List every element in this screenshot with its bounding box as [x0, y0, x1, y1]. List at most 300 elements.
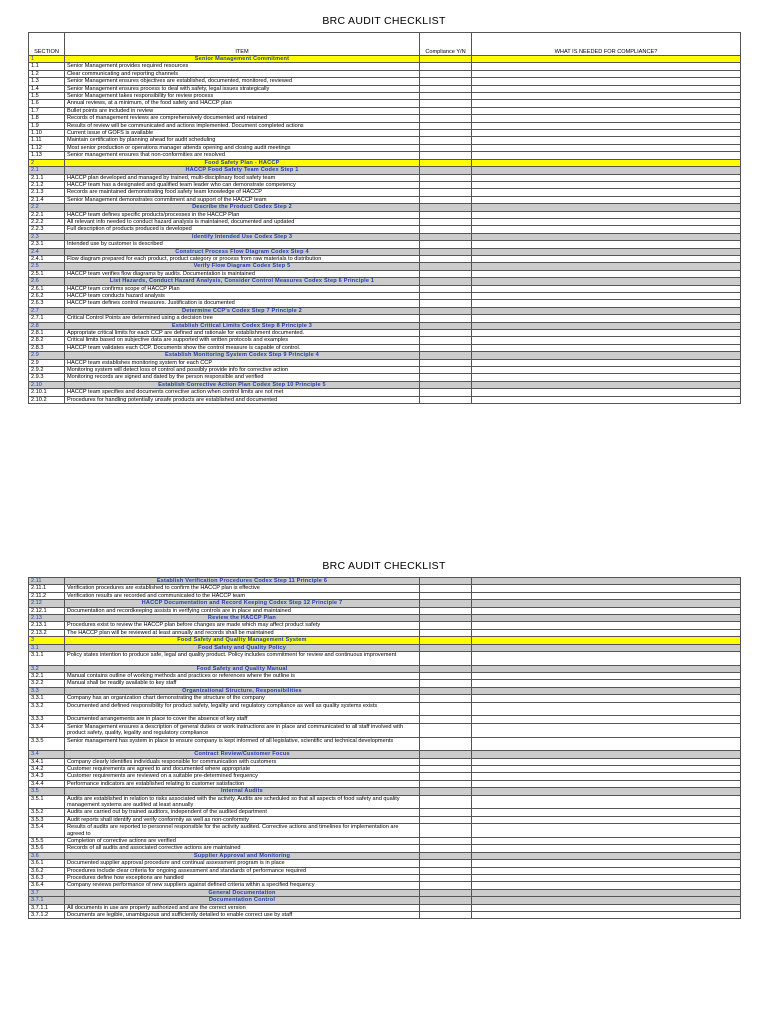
- section-number: 3.1: [29, 644, 65, 651]
- needed-cell[interactable]: [472, 860, 741, 867]
- compliance-cell[interactable]: [420, 629, 472, 636]
- section-number: 1.7: [29, 107, 65, 114]
- item-text: Company clearly identifies individuals responsible for communication with customers: [65, 758, 420, 765]
- checklist-row: [29, 196, 741, 203]
- item-text: Records of all audits and associated corrective actions are maintained: [65, 845, 420, 852]
- section-number: 2.10: [29, 381, 65, 388]
- needed-cell[interactable]: [472, 56, 741, 63]
- checklist-table: [28, 577, 741, 919]
- needed-cell[interactable]: [472, 585, 741, 592]
- compliance-cell[interactable]: [420, 897, 472, 904]
- item-text: Documents are legible, unambiguous and sufficiently detailed to enable correct use by staff: [65, 912, 420, 919]
- compliance-cell[interactable]: [420, 607, 472, 614]
- needed-column-header: WHAT IS NEEDED FOR COMPLIANCE?: [472, 33, 741, 56]
- compliance-cell[interactable]: [420, 852, 472, 859]
- subsection-row: [29, 278, 741, 285]
- section-column-header: SECTION: [29, 33, 65, 56]
- checklist-row: [29, 189, 741, 196]
- needed-cell[interactable]: [472, 115, 741, 122]
- needed-cell[interactable]: [472, 795, 741, 809]
- item-text: Audits are established in relation to risks associated with the activity. Audits are scheduled so that all aspects of food safety and quality management systems are audited at least annually: [65, 795, 420, 809]
- section-number: 3.3.4: [29, 723, 65, 737]
- needed-cell[interactable]: [472, 592, 741, 599]
- item-text: HACCP team verifies flow diagrams by audits. Documentation is maintained: [65, 270, 420, 277]
- needed-cell[interactable]: [472, 600, 741, 607]
- section-number: 2.6.1: [29, 285, 65, 292]
- compliance-cell[interactable]: [420, 159, 472, 166]
- item-text: Senior management ensures that non-conformities are resolved: [65, 152, 420, 159]
- compliance-cell[interactable]: [420, 680, 472, 687]
- needed-cell[interactable]: [472, 622, 741, 629]
- item-text: Determine CCP's Codex Step 7 Principle 2: [65, 307, 420, 314]
- compliance-cell[interactable]: [420, 723, 472, 737]
- item-text: List Hazards, Conduct Hazard Analysis, Consider Control Measures Codex Step 6 Principle 1: [65, 278, 420, 285]
- needed-cell[interactable]: [472, 130, 741, 137]
- compliance-cell[interactable]: [420, 233, 472, 240]
- compliance-cell[interactable]: [420, 330, 472, 337]
- section-number: 1.5: [29, 93, 65, 100]
- section-number: 2.13.2: [29, 629, 65, 636]
- item-text: General Documentation: [65, 889, 420, 896]
- checklist-row: [29, 344, 741, 351]
- compliance-cell[interactable]: [420, 816, 472, 823]
- compliance-cell[interactable]: [420, 396, 472, 403]
- needed-cell[interactable]: [472, 107, 741, 114]
- needed-cell[interactable]: [472, 196, 741, 203]
- compliance-cell[interactable]: [420, 285, 472, 292]
- compliance-cell[interactable]: [420, 860, 472, 867]
- needed-cell[interactable]: [472, 882, 741, 889]
- checklist-row: [29, 130, 741, 137]
- needed-cell[interactable]: [472, 723, 741, 737]
- subsection-row: [29, 578, 741, 585]
- needed-cell[interactable]: [472, 144, 741, 151]
- needed-cell[interactable]: [472, 189, 741, 196]
- item-text: Senior Management demonstrates commitment and support of the HACCP team: [65, 196, 420, 203]
- needed-cell[interactable]: [472, 300, 741, 307]
- section-number: 2.10.1: [29, 389, 65, 396]
- needed-cell[interactable]: [472, 889, 741, 896]
- compliance-cell[interactable]: [420, 652, 472, 666]
- compliance-cell[interactable]: [420, 600, 472, 607]
- needed-cell[interactable]: [472, 278, 741, 285]
- needed-cell[interactable]: [472, 330, 741, 337]
- checklist-row: [29, 737, 741, 751]
- compliance-cell[interactable]: [420, 702, 472, 716]
- compliance-cell[interactable]: [420, 352, 472, 359]
- needed-cell[interactable]: [472, 122, 741, 129]
- checklist-row: [29, 330, 741, 337]
- needed-cell[interactable]: [472, 845, 741, 852]
- compliance-cell[interactable]: [420, 644, 472, 651]
- needed-cell[interactable]: [472, 93, 741, 100]
- checklist-row: [29, 100, 741, 107]
- section-number: 3.1.1: [29, 652, 65, 666]
- needed-cell[interactable]: [472, 687, 741, 694]
- item-text: Critical Control Points are determined using a decision tree: [65, 315, 420, 322]
- needed-cell[interactable]: [472, 174, 741, 181]
- item-text: Establish Critical Limits Codex Step 8 Principle 3: [65, 322, 420, 329]
- needed-cell[interactable]: [472, 159, 741, 166]
- compliance-cell[interactable]: [420, 293, 472, 300]
- checklist-row: [29, 816, 741, 823]
- item-text: Procedures include clear criteria for ongoing assessment and standards of performance required: [65, 867, 420, 874]
- compliance-cell[interactable]: [420, 765, 472, 772]
- checklist-row: [29, 115, 741, 122]
- needed-cell[interactable]: [472, 912, 741, 919]
- compliance-cell[interactable]: [420, 875, 472, 882]
- item-text: Food Safety and Quality Management System: [65, 637, 420, 644]
- needed-cell[interactable]: [472, 359, 741, 366]
- compliance-cell[interactable]: [420, 226, 472, 233]
- compliance-cell[interactable]: [420, 78, 472, 85]
- needed-cell[interactable]: [472, 629, 741, 636]
- needed-cell[interactable]: [472, 211, 741, 218]
- item-text: Contract Review/Customer Focus: [65, 751, 420, 758]
- needed-cell[interactable]: [472, 181, 741, 188]
- item-text: Records of management reviews are comprehensively documented and retained: [65, 115, 420, 122]
- compliance-cell[interactable]: [420, 687, 472, 694]
- compliance-cell[interactable]: [420, 780, 472, 787]
- compliance-cell[interactable]: [420, 93, 472, 100]
- needed-cell[interactable]: [472, 263, 741, 270]
- compliance-cell[interactable]: [420, 144, 472, 151]
- compliance-cell[interactable]: [420, 122, 472, 129]
- item-text: Critical limits based on subjective data are supported with written protocols and examples: [65, 337, 420, 344]
- section-number: 3.6: [29, 852, 65, 859]
- compliance-cell[interactable]: [420, 167, 472, 174]
- checklist-row: [29, 181, 741, 188]
- needed-cell[interactable]: [472, 167, 741, 174]
- needed-cell[interactable]: [472, 751, 741, 758]
- needed-cell[interactable]: [472, 226, 741, 233]
- needed-cell[interactable]: [472, 780, 741, 787]
- item-text: Documentation and recordkeeping assists in verifying controls are in place and maintained: [65, 607, 420, 614]
- compliance-cell[interactable]: [420, 189, 472, 196]
- needed-cell[interactable]: [472, 897, 741, 904]
- compliance-cell[interactable]: [420, 795, 472, 809]
- item-text: Results of review will be communicated and actions implemented. Document completed actions: [65, 122, 420, 129]
- compliance-cell[interactable]: [420, 174, 472, 181]
- needed-cell[interactable]: [472, 344, 741, 351]
- item-text: Senior Management takes responsibility for review process: [65, 93, 420, 100]
- item-text: Food Safety and Quality Manual: [65, 665, 420, 672]
- compliance-cell[interactable]: [420, 737, 472, 751]
- needed-cell[interactable]: [472, 737, 741, 751]
- needed-cell[interactable]: [472, 315, 741, 322]
- compliance-cell[interactable]: [420, 889, 472, 896]
- subsection-row: [29, 852, 741, 859]
- compliance-cell[interactable]: [420, 181, 472, 188]
- item-text: Flow diagram prepared for each product, product category or process from raw materials to distribution: [65, 255, 420, 262]
- needed-cell[interactable]: [472, 695, 741, 702]
- needed-cell[interactable]: [472, 137, 741, 144]
- needed-cell[interactable]: [472, 637, 741, 644]
- item-text: Senior Management ensures process to deal with safety, legal issues strategically: [65, 85, 420, 92]
- section-number: 2.1: [29, 167, 65, 174]
- subsection-row: [29, 307, 741, 314]
- needed-cell[interactable]: [472, 824, 741, 838]
- needed-cell[interactable]: [472, 293, 741, 300]
- subsection-row: [29, 167, 741, 174]
- compliance-cell[interactable]: [420, 867, 472, 874]
- compliance-cell[interactable]: [420, 578, 472, 585]
- checklist-row: [29, 758, 741, 765]
- checklist-table: [28, 32, 741, 404]
- compliance-column-header: Compliance Y/N: [420, 33, 472, 56]
- needed-cell[interactable]: [472, 322, 741, 329]
- section-number: 3.5.6: [29, 845, 65, 852]
- checklist-row: [29, 702, 741, 716]
- needed-cell[interactable]: [472, 904, 741, 911]
- needed-cell[interactable]: [472, 70, 741, 77]
- compliance-cell[interactable]: [420, 367, 472, 374]
- needed-cell[interactable]: [472, 875, 741, 882]
- section-number: 1.6: [29, 100, 65, 107]
- checklist-row: [29, 396, 741, 403]
- needed-cell[interactable]: [472, 837, 741, 844]
- item-text: HACCP team confirms scope of HACCP Plan: [65, 285, 420, 292]
- item-text: Records are maintained demonstrating food safety team knowledge of HACCP: [65, 189, 420, 196]
- needed-cell[interactable]: [472, 78, 741, 85]
- needed-cell[interactable]: [472, 152, 741, 159]
- section-number: 1.13: [29, 152, 65, 159]
- item-text: Clear communicating and reporting channels: [65, 70, 420, 77]
- compliance-cell[interactable]: [420, 845, 472, 852]
- section-number: 2.4.1: [29, 255, 65, 262]
- section-number: 3.2.2: [29, 680, 65, 687]
- needed-cell[interactable]: [472, 374, 741, 381]
- item-text: Manual shall be readily available to key staff: [65, 680, 420, 687]
- needed-cell[interactable]: [472, 578, 741, 585]
- item-text: Audits are carried out by trained auditors, independent of the audited department: [65, 809, 420, 816]
- checklist-row: [29, 137, 741, 144]
- checklist-body: [29, 56, 741, 404]
- checklist-row: [29, 337, 741, 344]
- needed-cell[interactable]: [472, 809, 741, 816]
- section-number: 2.5.1: [29, 270, 65, 277]
- compliance-cell[interactable]: [420, 622, 472, 629]
- needed-cell[interactable]: [472, 85, 741, 92]
- subsection-row: [29, 204, 741, 211]
- item-text: HACCP team specifies and documents corrective action when control limits are not met: [65, 389, 420, 396]
- compliance-cell[interactable]: [420, 100, 472, 107]
- item-text: Company reviews performance of new suppliers against defined criteria within a specified frequency: [65, 882, 420, 889]
- checklist-row: [29, 374, 741, 381]
- compliance-cell[interactable]: [420, 673, 472, 680]
- needed-cell[interactable]: [472, 716, 741, 723]
- compliance-cell[interactable]: [420, 218, 472, 225]
- compliance-cell[interactable]: [420, 824, 472, 838]
- compliance-cell[interactable]: [420, 56, 472, 63]
- item-text: Appropriate critical limits for each CCP are defined and rationale for establishment documented.: [65, 330, 420, 337]
- item-text: Verification procedures are established to confirm the HACCP plan is effective: [65, 585, 420, 592]
- compliance-cell[interactable]: [420, 381, 472, 388]
- needed-cell[interactable]: [472, 352, 741, 359]
- item-text: Organizational Structure, Responsibilities: [65, 687, 420, 694]
- section-number: 2.12: [29, 600, 65, 607]
- section-number: 3.2.1: [29, 673, 65, 680]
- item-text: HACCP plan developed and managed by trained, multi-disciplinary food safety team: [65, 174, 420, 181]
- compliance-cell[interactable]: [420, 592, 472, 599]
- section-number: 3.5.3: [29, 816, 65, 823]
- needed-cell[interactable]: [472, 788, 741, 795]
- needed-cell[interactable]: [472, 367, 741, 374]
- compliance-cell[interactable]: [420, 263, 472, 270]
- needed-cell[interactable]: [472, 337, 741, 344]
- needed-cell[interactable]: [472, 307, 741, 314]
- section-number: 2.11.2: [29, 592, 65, 599]
- compliance-cell[interactable]: [420, 196, 472, 203]
- needed-cell[interactable]: [472, 389, 741, 396]
- checklist-row: [29, 300, 741, 307]
- compliance-cell[interactable]: [420, 300, 472, 307]
- needed-cell[interactable]: [472, 673, 741, 680]
- subsection-row: [29, 889, 741, 896]
- compliance-cell[interactable]: [420, 882, 472, 889]
- needed-cell[interactable]: [472, 615, 741, 622]
- item-text: The HACCP plan will be reviewed at least annually and records shall be maintained: [65, 629, 420, 636]
- compliance-cell[interactable]: [420, 773, 472, 780]
- section-number: 3.3.3: [29, 716, 65, 723]
- item-text: Verification results are recorded and communicated to the HACCP team: [65, 592, 420, 599]
- needed-cell[interactable]: [472, 100, 741, 107]
- compliance-cell[interactable]: [420, 912, 472, 919]
- needed-cell[interactable]: [472, 765, 741, 772]
- section-number: 2.1.2: [29, 181, 65, 188]
- compliance-cell[interactable]: [420, 322, 472, 329]
- subsection-row: [29, 644, 741, 651]
- compliance-cell[interactable]: [420, 211, 472, 218]
- compliance-cell[interactable]: [420, 904, 472, 911]
- needed-cell[interactable]: [472, 218, 741, 225]
- needed-cell[interactable]: [472, 255, 741, 262]
- checklist-table-wrapper: [28, 32, 740, 404]
- item-text: HACCP team validates each CCP. Documents show the control measure is capable of control.: [65, 344, 420, 351]
- section-number: 2.9: [29, 352, 65, 359]
- checklist-row: [29, 824, 741, 838]
- item-text: Food Safety Plan - HACCP: [65, 159, 420, 166]
- compliance-cell[interactable]: [420, 241, 472, 248]
- checklist-row: [29, 315, 741, 322]
- needed-cell[interactable]: [472, 816, 741, 823]
- needed-cell[interactable]: [472, 852, 741, 859]
- compliance-cell[interactable]: [420, 270, 472, 277]
- needed-cell[interactable]: [472, 233, 741, 240]
- needed-cell[interactable]: [472, 248, 741, 255]
- checklist-row: [29, 629, 741, 636]
- needed-cell[interactable]: [472, 396, 741, 403]
- needed-cell[interactable]: [472, 644, 741, 651]
- compliance-cell[interactable]: [420, 359, 472, 366]
- compliance-cell[interactable]: [420, 70, 472, 77]
- compliance-cell[interactable]: [420, 374, 472, 381]
- section-number: 3.4.4: [29, 780, 65, 787]
- compliance-cell[interactable]: [420, 809, 472, 816]
- section-number: 3: [29, 637, 65, 644]
- checklist-row: [29, 904, 741, 911]
- compliance-cell[interactable]: [420, 788, 472, 795]
- item-text: HACCP team has a designated and qualified team leader who can demonstrate competency: [65, 181, 420, 188]
- compliance-cell[interactable]: [420, 85, 472, 92]
- section-number: 2.13.1: [29, 622, 65, 629]
- checklist-row: [29, 673, 741, 680]
- section-number: 2.13: [29, 615, 65, 622]
- compliance-cell[interactable]: [420, 695, 472, 702]
- item-text: Senior Management Commitment: [65, 56, 420, 63]
- item-text: All relevant info needed to conduct hazard analysis is maintained, documented and updated: [65, 218, 420, 225]
- needed-cell[interactable]: [472, 773, 741, 780]
- needed-cell[interactable]: [472, 607, 741, 614]
- compliance-cell[interactable]: [420, 152, 472, 159]
- needed-cell[interactable]: [472, 652, 741, 666]
- compliance-cell[interactable]: [420, 307, 472, 314]
- needed-cell[interactable]: [472, 665, 741, 672]
- compliance-cell[interactable]: [420, 137, 472, 144]
- item-text: Maintain certification by planning ahead for audit scheduling: [65, 137, 420, 144]
- item-text: Full description of products produced is developed: [65, 226, 420, 233]
- compliance-cell[interactable]: [420, 716, 472, 723]
- section-number: 2.8.3: [29, 344, 65, 351]
- needed-cell[interactable]: [472, 285, 741, 292]
- needed-cell[interactable]: [472, 680, 741, 687]
- needed-cell[interactable]: [472, 241, 741, 248]
- needed-cell[interactable]: [472, 381, 741, 388]
- compliance-cell[interactable]: [420, 248, 472, 255]
- section-number: 1.3: [29, 78, 65, 85]
- compliance-cell[interactable]: [420, 615, 472, 622]
- section-number: 2: [29, 159, 65, 166]
- section-row: [29, 637, 741, 644]
- compliance-cell[interactable]: [420, 337, 472, 344]
- item-text: Documentation Control: [65, 897, 420, 904]
- compliance-cell[interactable]: [420, 130, 472, 137]
- section-number: 2.1.1: [29, 174, 65, 181]
- section-number: 2.5: [29, 263, 65, 270]
- compliance-cell[interactable]: [420, 344, 472, 351]
- item-text: Customer requirements are agreed to and documented where appropriate: [65, 765, 420, 772]
- needed-cell[interactable]: [472, 204, 741, 211]
- compliance-cell[interactable]: [420, 837, 472, 844]
- checklist-row: [29, 837, 741, 844]
- compliance-cell[interactable]: [420, 389, 472, 396]
- compliance-cell[interactable]: [420, 107, 472, 114]
- compliance-cell[interactable]: [420, 585, 472, 592]
- compliance-cell[interactable]: [420, 204, 472, 211]
- section-number: 1.1: [29, 63, 65, 70]
- compliance-cell[interactable]: [420, 665, 472, 672]
- compliance-cell[interactable]: [420, 115, 472, 122]
- compliance-cell[interactable]: [420, 758, 472, 765]
- needed-cell[interactable]: [472, 702, 741, 716]
- compliance-cell[interactable]: [420, 255, 472, 262]
- compliance-cell[interactable]: [420, 637, 472, 644]
- compliance-cell[interactable]: [420, 63, 472, 70]
- section-number: 3.7.1.1: [29, 904, 65, 911]
- needed-cell[interactable]: [472, 63, 741, 70]
- section-number: 3.5.5: [29, 837, 65, 844]
- item-text: Identify Intended Use Codex Step 3: [65, 233, 420, 240]
- compliance-cell[interactable]: [420, 315, 472, 322]
- needed-cell[interactable]: [472, 758, 741, 765]
- needed-cell[interactable]: [472, 867, 741, 874]
- item-text: Performance indicators are established relating to customer satisfaction: [65, 780, 420, 787]
- compliance-cell[interactable]: [420, 751, 472, 758]
- compliance-cell[interactable]: [420, 278, 472, 285]
- needed-cell[interactable]: [472, 270, 741, 277]
- section-number: 2.11: [29, 578, 65, 585]
- item-text: Senior management has system in place to ensure company is kept informed of all legislative, scientific and technical developments: [65, 737, 420, 751]
